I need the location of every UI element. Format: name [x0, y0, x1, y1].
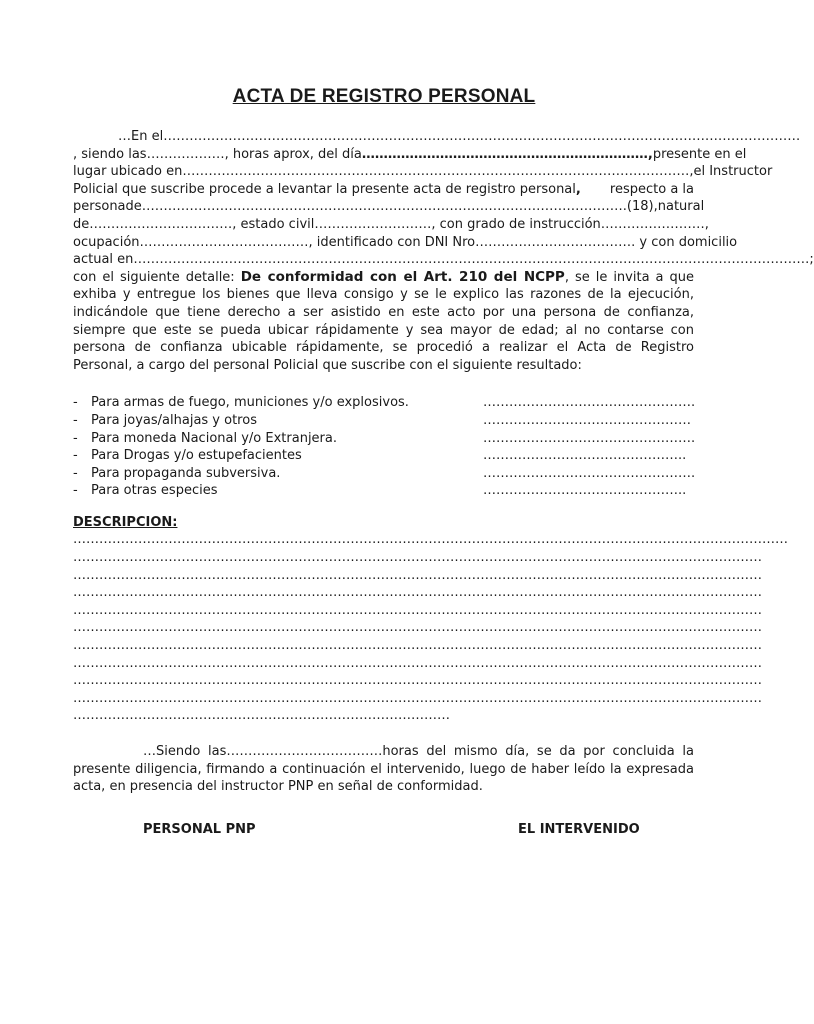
- checklist-dash: -: [73, 483, 78, 499]
- document-body: [73, 128, 814, 796]
- description-line: ……………………………………………………………………………………………………………………………………………: [73, 690, 762, 706]
- checklist-fill-line: ………………………………………….: [483, 465, 696, 481]
- checklist-item: [73, 447, 694, 465]
- checklist-item: [73, 412, 694, 430]
- checklist-fill-line: ………………………………………..: [483, 448, 687, 464]
- closing-text: …Siendo las………………………………horas del mismo día, se da por concluida la presente diligencia, firmando a continuación el intervenido, luego de haber leído la expresada acta, en presencia del instructor PNP en señal de conformidad.: [73, 744, 694, 795]
- checklist-item: [73, 482, 694, 500]
- signature-personal-pnp: PERSONAL PNP: [143, 822, 256, 837]
- checklist-label: Para joyas/alhajas y otros: [91, 412, 257, 428]
- checklist-label: Para otras especies: [91, 483, 218, 499]
- checklist-dash: -: [73, 430, 78, 446]
- intro-line-2-part-c: presente en el: [652, 146, 747, 162]
- description-line: ……………………………………………………………………………………………………………………………………………: [73, 602, 762, 618]
- intro-line-1: …En el…………………………………………………………………………………………………………………………………: [118, 129, 801, 144]
- intro-line-4-main: [73, 181, 581, 199]
- intro-line-2: [73, 146, 747, 164]
- description-heading: DESCRIPCION:: [73, 514, 178, 530]
- intro-line-4-part-c: respecto a la: [609, 181, 694, 197]
- checklist-fill-line: …………………………………………: [483, 412, 691, 428]
- intro-rest: [73, 269, 694, 375]
- checklist-label: Para armas de fuego, municiones y/o explosivos.: [91, 395, 409, 411]
- article-reference: De conformidad con el Art. 210 del NCPP: [240, 268, 565, 285]
- intro-line-6: de……………………………, estado civil………………………, con grado de instrucción……………………,: [73, 216, 709, 232]
- checklist-item: [73, 394, 694, 412]
- intro-line-3-part-a: lugar ubicado en………………………………………………………………………………………………………,: [73, 164, 694, 180]
- checklist-label: Para Drogas y/o estupefacientes: [91, 448, 302, 464]
- checklist-fill-line: ………………………………………….: [483, 395, 696, 411]
- intro-line-3-part-b: el Instructor: [693, 164, 773, 180]
- description-line: …………………………………………………………………………………………………………………………………………………: [73, 532, 788, 548]
- intro-paragraph: [73, 128, 814, 374]
- intro-line-5-part-b: de………………………………………………………………………………………………….(18),: [125, 199, 658, 215]
- intro-line-4: [73, 181, 694, 199]
- intro-line-5-part-a: persona: [73, 199, 126, 215]
- intro-line-4-part-b: ,: [575, 181, 581, 197]
- intro-line-3: [73, 163, 773, 181]
- intro-line-2-part-b: …………………………………………………………,: [361, 146, 653, 162]
- checklist-item: [73, 430, 694, 448]
- closing-paragraph: [73, 743, 694, 796]
- checklist-fill-line: ………………………………………..: [483, 483, 687, 499]
- description-line: ……………………………………………………………………………………………………………………………………………: [73, 655, 762, 671]
- description-line: ……………………………………………………………………………: [73, 708, 450, 724]
- intro-rest-part-a: con el siguiente detalle:: [73, 269, 241, 285]
- checklist-dash: -: [73, 448, 78, 464]
- intro-line-8: actual en…………………………………………………………………………………………………………………………………………;: [73, 252, 814, 268]
- checklist: [73, 394, 694, 500]
- checklist-dash: -: [73, 395, 78, 411]
- description-lines: [73, 531, 788, 725]
- intro-line-7: ocupación…………………………………, identificado con DNI Nro………………………………. y con domicilio: [73, 234, 738, 250]
- intro-line-2-part-a: , siendo las………………, horas aprox, del día: [73, 146, 362, 162]
- description-line: ……………………………………………………………………………………………………………………………………………: [73, 550, 762, 566]
- document-title: ACTA DE REGISTRO PERSONAL: [232, 86, 536, 107]
- checklist-label: Para moneda Nacional y/o Extranjera.: [91, 430, 337, 446]
- description-line: ……………………………………………………………………………………………………………………………………………: [73, 620, 762, 636]
- checklist-item: [73, 465, 694, 483]
- description-line: ……………………………………………………………………………………………………………………………………………: [73, 638, 762, 654]
- description-line: ……………………………………………………………………………………………………………………………………………: [73, 673, 762, 689]
- checklist-dash: -: [73, 465, 78, 481]
- signature-intervenido: EL INTERVENIDO: [518, 822, 640, 837]
- description-line: ……………………………………………………………………………………………………………………………………………: [73, 585, 762, 601]
- intro-line-4-part-a: Policial que suscribe procede a levantar la presente acta de registro personal: [73, 181, 576, 197]
- intro-line-5-part-c: natural: [657, 199, 705, 215]
- checklist-dash: -: [73, 412, 78, 428]
- description-line: ……………………………………………………………………………………………………………………………………………: [73, 567, 762, 583]
- checklist-fill-line: ………………………………………….: [483, 430, 696, 446]
- intro-line-5: [73, 198, 705, 216]
- intro-rest-part-b: , se le invita a que exhiba y entregue los bienes que lleva consigo y se le explico las razones de la ejecución, indicándole que tiene derecho a ser asistido en este acto por una persona de confianza, siempre que este se pueda ubicar rápidamente y sea mayor de edad; al no contarse con persona de confianza ubicable rápidamente, se procedió a realizar el Acta de Registro Personal, a cargo del personal Policial que suscribe con el siguiente resultado:: [73, 269, 694, 373]
- checklist-label: Para propaganda subversiva.: [91, 465, 281, 481]
